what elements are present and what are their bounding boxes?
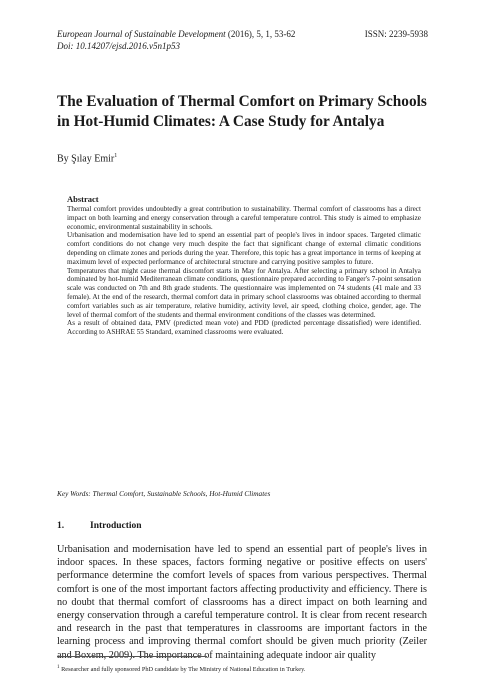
issn: ISSN: 2239-5938 <box>364 29 428 39</box>
footnote <box>57 665 427 673</box>
author-line <box>57 153 117 164</box>
abstract-paragraph: Urbanisation and modernisation have led to spend an essential part of people's lives in indoor spaces. Targeted climatic comfort conditions do not change very much despite the fact that significant change of external climatic conditions depending on climate zones and periods during the year. Therefore, this topic has a great importance in terms of keeping at maximum level of expected performance of architectural structure and carrying positive samples to future. <box>67 231 421 266</box>
journal-name: European Journal of Sustainable Development <box>57 29 226 39</box>
section-heading <box>57 521 142 531</box>
journal-citation <box>57 29 295 39</box>
journal-details: (2016), 5, 1, 53-62 <box>227 29 296 39</box>
section-title: Introduction <box>90 521 142 531</box>
author-footnote-mark: 1 <box>114 153 118 159</box>
abstract-heading: Abstract <box>67 194 99 204</box>
abstract-paragraph: Temperatures that might cause thermal discomfort starts in May for Antalya. After selecting a primary school in Antalya dominated by hot-humid Mediterranean climate conditions, questionnaire prepared according to Fanger's 7-point sensation scale was conducted on 7th and 8th grade students. The questionnaire was implemented on 74 students (41 male and 33 female). At the end of the research, thermal comfort data in primary school classrooms was obtained according to thermal comfort variables such as air temperature, relative humidity, activity level, air speed, clothing choice, gender, age. The level of thermal comfort of the students and thermal environment conditions of the classes was determined. <box>67 266 421 319</box>
footnote-divider <box>57 656 207 657</box>
footnote-text: Researcher and fully sponsored PhD candidate by The Ministry of National Education in Turkey. <box>61 666 306 674</box>
abstract-paragraph: As a result of obtained data, PMV (predicted mean vote) and PDD (predicted percentage dissatisfied) were identified. According to ASHRAE 55 Standard, examined classrooms were evaluated. <box>67 319 421 337</box>
abstract-paragraph: Thermal comfort provides undoubtedly a great contribution to sustainability. Thermal comfort of classrooms has a direct impact on both learning and energy conservation through a careful temperature control. This study is aimed to emphasize economic, environmental sustainability in schools. <box>67 205 421 231</box>
keywords: Key Words: Thermal Comfort, Sustainable Schools, Hot-Humid Climates <box>57 489 271 498</box>
doi: Doi: 10.14207/ejsd.2016.v5n1p53 <box>57 41 180 51</box>
introduction-text: Urbanisation and modernisation have led to spend an essential part of people's lives in indoor spaces. In these spaces, factors forming negative or positive effects on users' performance determine the comfort levels of spaces from various perspectives. Thermal comfort is one of the most important factors affecting productivity and efficiency. There is no doubt that thermal comfort of classrooms has a direct impact on both learning and energy conservation through a careful temperature control. It is clear from recent research and research in the past that temperatures in classrooms are important factors in the learning process and improving thermal comfort should be given much priority (Zeiler and Boxem, 2009). The importance of maintaining adequate indoor air quality <box>57 544 427 661</box>
author-name: By Şılay Emir <box>57 153 115 165</box>
footnote-mark: 1 <box>57 665 60 670</box>
section-number: 1. <box>57 521 65 531</box>
abstract-body <box>67 205 421 337</box>
paper-title: The Evaluation of Thermal Comfort on Primary Schools in Hot-Humid Climates: A Case Study for Antalya <box>57 93 427 130</box>
